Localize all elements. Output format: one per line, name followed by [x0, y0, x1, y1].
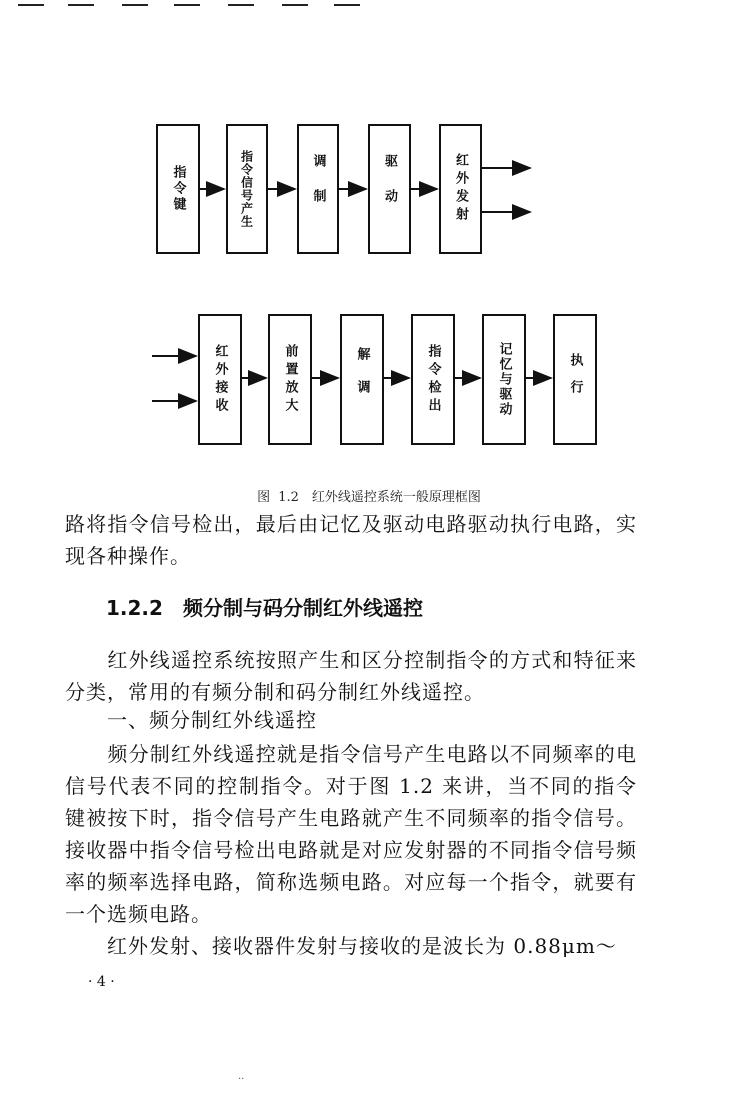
- section-heading: 1.2.2 频分制与码分制红外线遥控: [106, 596, 423, 620]
- rx-box-preamp: 前置放大: [268, 314, 312, 445]
- tx-box-signal-generator: 指令信号产生: [226, 124, 268, 254]
- paragraph-continuation: 路将指令信号检出，最后由记忆及驱动电路驱动执行电路，实现各种操作。: [65, 512, 637, 568]
- rx-box-demodulation: 解调: [340, 314, 384, 445]
- page-number: · 4 ·: [88, 974, 115, 990]
- tx-box-driver: 驱动: [368, 124, 411, 254]
- rx-box-memory-driver: 记忆与驱动: [482, 314, 526, 445]
- tx-box-instruction-key: 指令键: [156, 124, 200, 254]
- figure-caption: 图 1.2 红外线遥控系统一般原理框图: [257, 490, 481, 505]
- subsection-heading: 一、频分制红外线遥控: [65, 708, 317, 732]
- rx-box-ir-receiver: 红外接收: [198, 314, 242, 445]
- scan-specks: ..: [238, 1071, 245, 1082]
- rx-box-execute: 执行: [553, 314, 597, 445]
- tx-box-modulation: 调制: [297, 124, 339, 254]
- paragraph-wavelength: 红外发射、接收器件发射与接收的是波长为 0.88μm～: [65, 934, 617, 958]
- tx-box-ir-emitter: 红外发射: [439, 124, 482, 254]
- paragraph-frequency-division: 频分制红外线遥控就是指令信号产生电路以不同频率的电信号代表不同的控制指令。对于图 1.2 来讲，当不同的指令键被按下时，指令信号产生电路就产生不同频率的指令信号。接收器中指令信号检出电路就是对应发射器的不同指令信号频率的频率选择电路，简称选频电路。对应每一个指令，就要有一个选频电路。: [65, 742, 637, 926]
- paragraph-classification: 红外线遥控系统按照产生和区分控制指令的方式和特征来分类，常用的有频分制和码分制红外线遥控。: [65, 648, 637, 704]
- rx-box-instruction-detect: 指令检出: [411, 314, 455, 445]
